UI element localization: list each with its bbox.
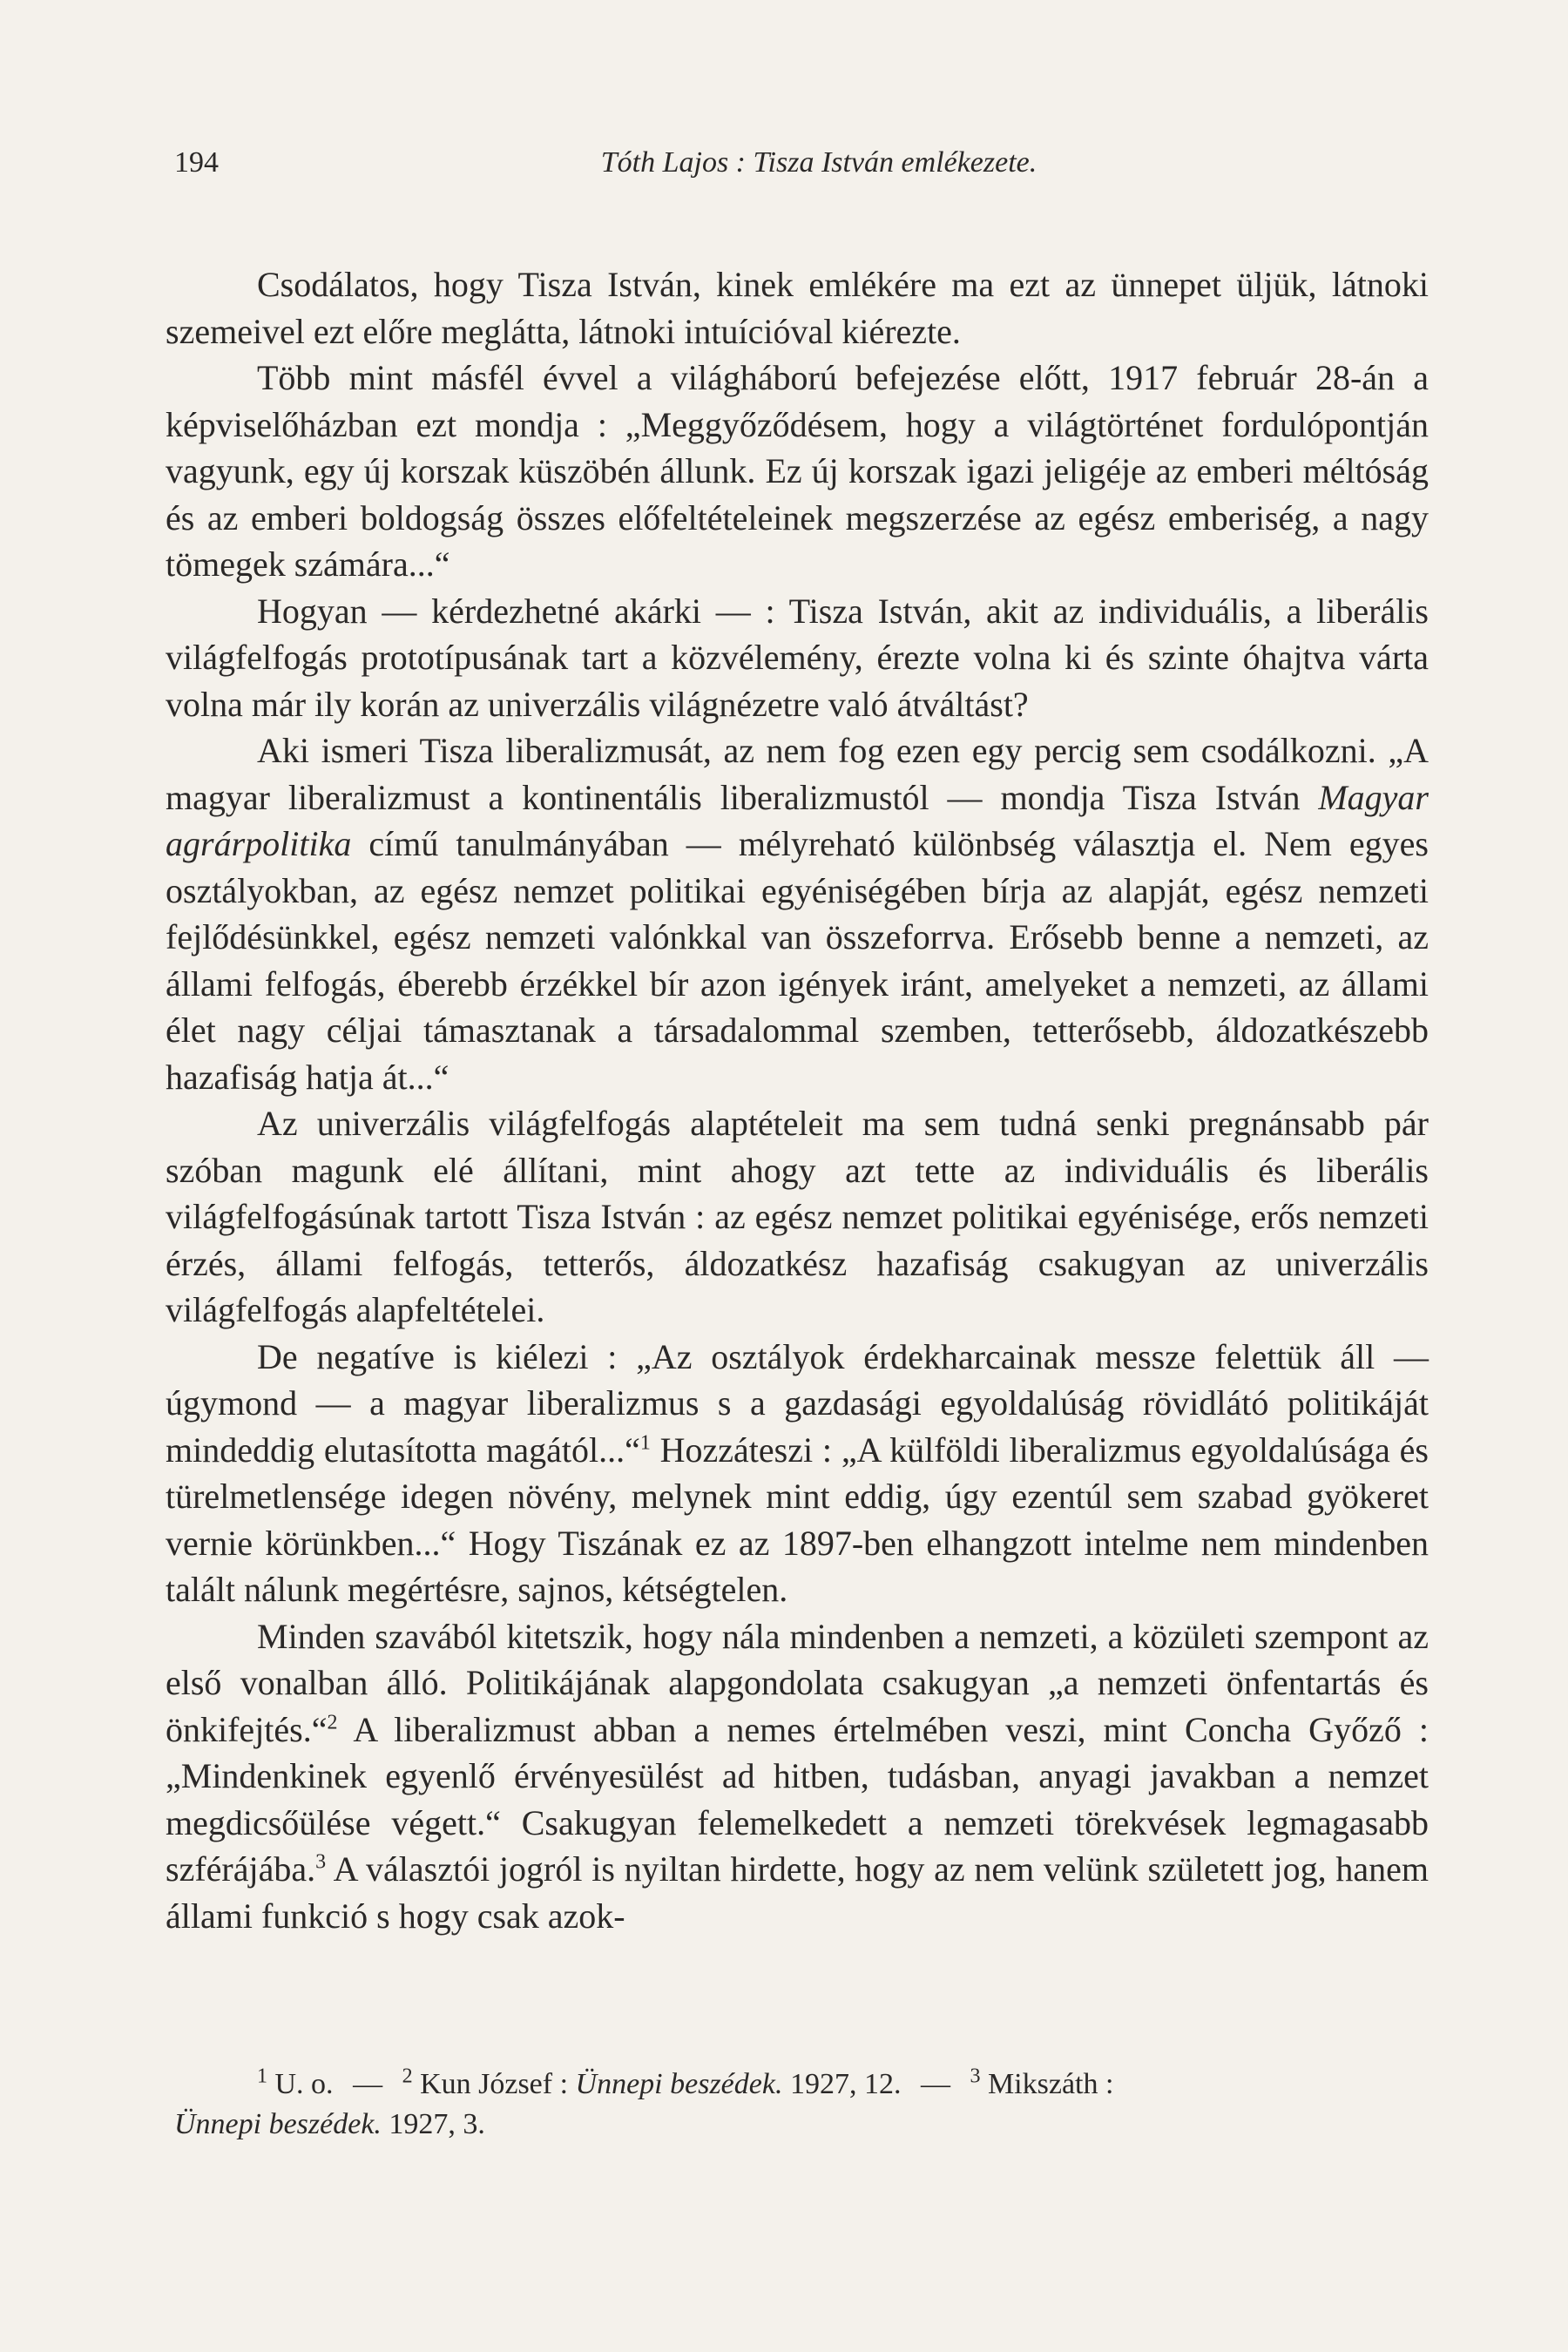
- footnote-1-text: U. o.: [274, 2068, 334, 2100]
- paragraph-1: Csodálatos, hogy Tisza István, kinek emlékére ma ezt az ünnepet üljük, látnoki szemeivel ezt előre meglátta, látnoki intuícióval kiérezte.: [166, 265, 1429, 351]
- footnote-2-text: Kun József :: [420, 2068, 569, 2100]
- footnote-line: [174, 2065, 1429, 2105]
- footnote-dash: —: [920, 2068, 950, 2100]
- footnote-line: [174, 2105, 1429, 2145]
- footnote-3-text: Mikszáth :: [987, 2068, 1114, 2100]
- paragraph-6: [166, 1334, 1429, 1613]
- paragraph-5: Az univerzális világfelfogás alaptételeit ma sem tudná senki pregnánsabb pár szóban magunk elé állítani, mint ahogy azt tette az individuális és liberális világfelfogásúnak tartott Tisza István : az egész nemzet politikai egyénisége, erős nemzeti érzés, állami felfogás, tetterős, áldozatkész hazafiság csakugyan az univerzális világfelfogás alapfeltételei.: [166, 1104, 1429, 1329]
- footnote-3-title: Ünnepi beszédek.: [174, 2108, 382, 2140]
- footnotes: [174, 2065, 1429, 2145]
- page-number: 194: [174, 146, 219, 179]
- footnote-number-2: 2: [402, 2065, 413, 2088]
- page-header: [174, 146, 1411, 190]
- footnote-ref-1: 1: [639, 1431, 651, 1455]
- body-text: [166, 261, 1429, 1939]
- paragraph-6-text-b: Hozzáteszi : „A külföldi liberalizmus egyoldalúsága és türelmetlensége idegen növény, melynek mint eddig, úgy ezentúl sem szabad gyökeret vernie körünkben...“ Hogy Tiszának ez az 1897-ben elhangzott intelme nem mindenben talált nálunk megértésre, sajnos, kétségtelen.: [166, 1429, 1429, 1609]
- footnote-2-title: Ünnepi beszédek.: [575, 2068, 783, 2100]
- book-title-magyar-agrarpolitika: Magyar agrárpolitika: [166, 777, 1429, 863]
- footnote-ref-2: 2: [327, 1711, 338, 1734]
- running-head: Tóth Lajos : Tisza István emlékezete.: [600, 146, 1037, 179]
- footnote-number-3: 3: [970, 2065, 981, 2088]
- footnote-3-ref: 1927, 3.: [389, 2108, 485, 2140]
- paragraph-3: Hogyan — kérdezhetné akárki — : Tisza István, akit az individuális, a liberális világfelfogás prototípusának tart a közvélemény, érezte volna ki és szinte óhajtva várta volna már ily korán az univerzális világnézetre való átváltást?: [166, 591, 1429, 724]
- paragraph-4-text-a: Aki ismeri Tisza liberalizmusát, az nem fog ezen egy percig sem csodálkozni. „A magyar liberalizmust a kontinentális liberalizmustól — mondja Tisza István: [166, 731, 1429, 817]
- paragraph-7: [166, 1613, 1429, 1940]
- footnote-ref-3: 3: [315, 1850, 327, 1874]
- paragraph-4-text-b: című tanulmányában — mélyreható különbség választja el. Nem egyes osztályokban, az egész nemzet politikai egyéniségében bírja az alapját, egész nemzeti fejlődésünkkel, egész nemzeti valónkkal van összeforrva. Erősebb benne a nemzeti, az állami felfogás, éberebb érzékkel bír azon igények iránt, amelyeket a nemzeti, az állami élet nagy céljai támasztanak a társadalommal szemben, tetterősebb, áldozatkészebb hazafiság hatja át...“: [166, 824, 1429, 1097]
- paragraph-7-text-c: A választói jogról is nyiltan hirdette, hogy az nem velünk született jog, hanem állami funkció s hogy csak azok-: [166, 1849, 1429, 1936]
- paragraph-6-text-a: De negatíve is kiélezi : „Az osztályok érdekharcainak messze felettük áll — úgymond — a magyar liberalizmus s a gazdasági egyoldalúság rövidlátó politikáját mindeddig elutasította magától...“: [166, 1336, 1429, 1470]
- paragraph-2: Több mint másfél évvel a világháború befejezése előtt, 1917 február 28-án a képviselőházban ezt mondja : „Meggyőződésem, hogy a világtörténet fordulópontján vagyunk, egy új korszak küszöbén állunk. Ez új korszak igazi jeligéje az emberi méltóság és az emberi boldogság összes előfeltételeinek megszerzése az egész emberiség, a nagy tömegek számára...“: [166, 358, 1429, 584]
- footnote-dash: —: [353, 2068, 383, 2100]
- paragraph-7-text-a: Minden szavából kitetszik, hogy nála mindenben a nemzeti, a közületi szempont az első vonalban álló. Politikájának alapgondolata csakugyan „a nemzeti önfentartás és önkifejtés.“: [166, 1616, 1429, 1749]
- paragraph-4: [166, 727, 1429, 1100]
- paragraph-7-text-b: A liberalizmust abban a nemes értelmében veszi, mint Concha Győző : „Mindenkinek egyenlő érvényesülést ad hitben, tudásban, anyagi javakban a nemzet megdicsőülése végett.“ Csakugyan felemelkedett a nemzeti törekvések legmagasabb szférájába.: [166, 1709, 1429, 1889]
- footnote-number-1: 1: [257, 2065, 267, 2088]
- footnote-2-ref: 1927, 12.: [789, 2068, 902, 2100]
